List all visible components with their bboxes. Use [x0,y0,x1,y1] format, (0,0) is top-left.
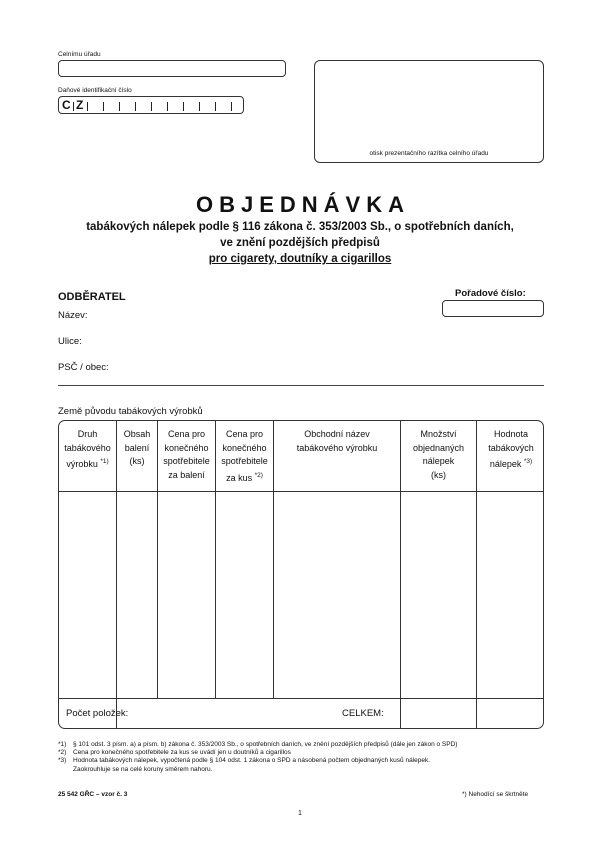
col-header-product-type: Druh tabákového výrobku $^{*1)}$ [64,429,111,469]
header-row-divider [59,491,544,492]
subtitle-line-1: tabákových nálepek podle § 116 zákona č. 353/2003 Sb., o spotřebních daních, [86,221,514,233]
total-row-divider [59,698,544,699]
col-header-price-per-package: Cena pro konečného spotřebitele za balení [163,429,210,480]
digit-separator [119,102,120,111]
stamp-caption: otisk prezentačního razítka celního úřadu [369,150,489,157]
tax-id-field[interactable] [58,96,244,114]
customs-office-field[interactable] [58,60,286,77]
digit-separator [183,102,184,111]
order-table [58,420,544,729]
subtitle-line-2: ve znění pozdějších předpisů [220,237,380,249]
footnote-3: *3) Hodnota tabákových nálepek, vypočtená podle § 104 odst. 1 zákona o SPD a násobená počtem objednaných kusů nálepek. Zaokrouhluje se na celé koruny směrem nahoru. [58,757,431,773]
col-header-trade-name: Obchodní název tabákového výrobku [296,429,378,453]
form-code: 25 542 GŘC – vzor č. 3 [58,791,128,798]
digit-separator [103,102,104,111]
digit-separator [167,102,168,111]
subtitle-line-3: pro cigarety, doutníky a cigarillos [208,253,392,265]
footnote-2: *2) Cena pro konečného spotřebitele za kus se uvádí jen u doutníků a cigarillos [58,749,291,756]
digit-separator [73,102,74,111]
customer-name-label: Název: [58,310,88,321]
page-title: OBJEDNÁVKA [195,192,411,217]
col-header-package-content: Obsah balení (ks) [123,429,151,466]
page-number: 1 [298,810,302,817]
customs-office-label: Celnímu úřadu [58,51,101,58]
tax-id-prefix-z: Z [76,98,84,112]
section-divider [58,385,544,386]
col-header-stamp-value: Hodnota tabákových nálepek $^{*3)}$ [488,429,534,469]
tax-id-label: Daňové identifikační číslo [58,87,132,94]
total-label: CELKEM: [342,708,384,719]
stamp-area [314,60,544,163]
digit-separator [87,102,88,111]
digit-separator [215,102,216,111]
order-number-field[interactable] [442,300,544,317]
tax-id-prefix-c: C [62,98,71,112]
origin-country-label: Země původu tabákových výrobků [58,406,203,417]
customer-street-label: Ulice: [58,336,82,347]
col-header-stamp-quantity: Množství objednaných nálepek (ks) [412,429,465,480]
strike-out-note: *) Nehodící se škrtněte [462,791,529,798]
order-number-label: Pořadové číslo: [455,288,526,299]
digit-separator [151,102,152,111]
digit-separator [135,102,136,111]
column-divider [273,421,274,698]
customer-heading: ODBĚRATEL [58,291,126,303]
digit-separator [199,102,200,111]
digit-separator [231,102,232,111]
customer-postcode-label: PSČ / obec: [58,362,109,373]
col-header-price-per-piece: Cena pro konečného spotřebitele za kus $^{*2)}$ [221,429,268,483]
footnote-1: *1) § 101 odst. 3 písm. a) a písm. b) zákona č. 353/2003 Sb., o spotřebních daních, ve znění pozdějších předpisů (dále jen zákon o SPD) [58,741,458,748]
item-count-label: Počet položek: [66,708,129,719]
